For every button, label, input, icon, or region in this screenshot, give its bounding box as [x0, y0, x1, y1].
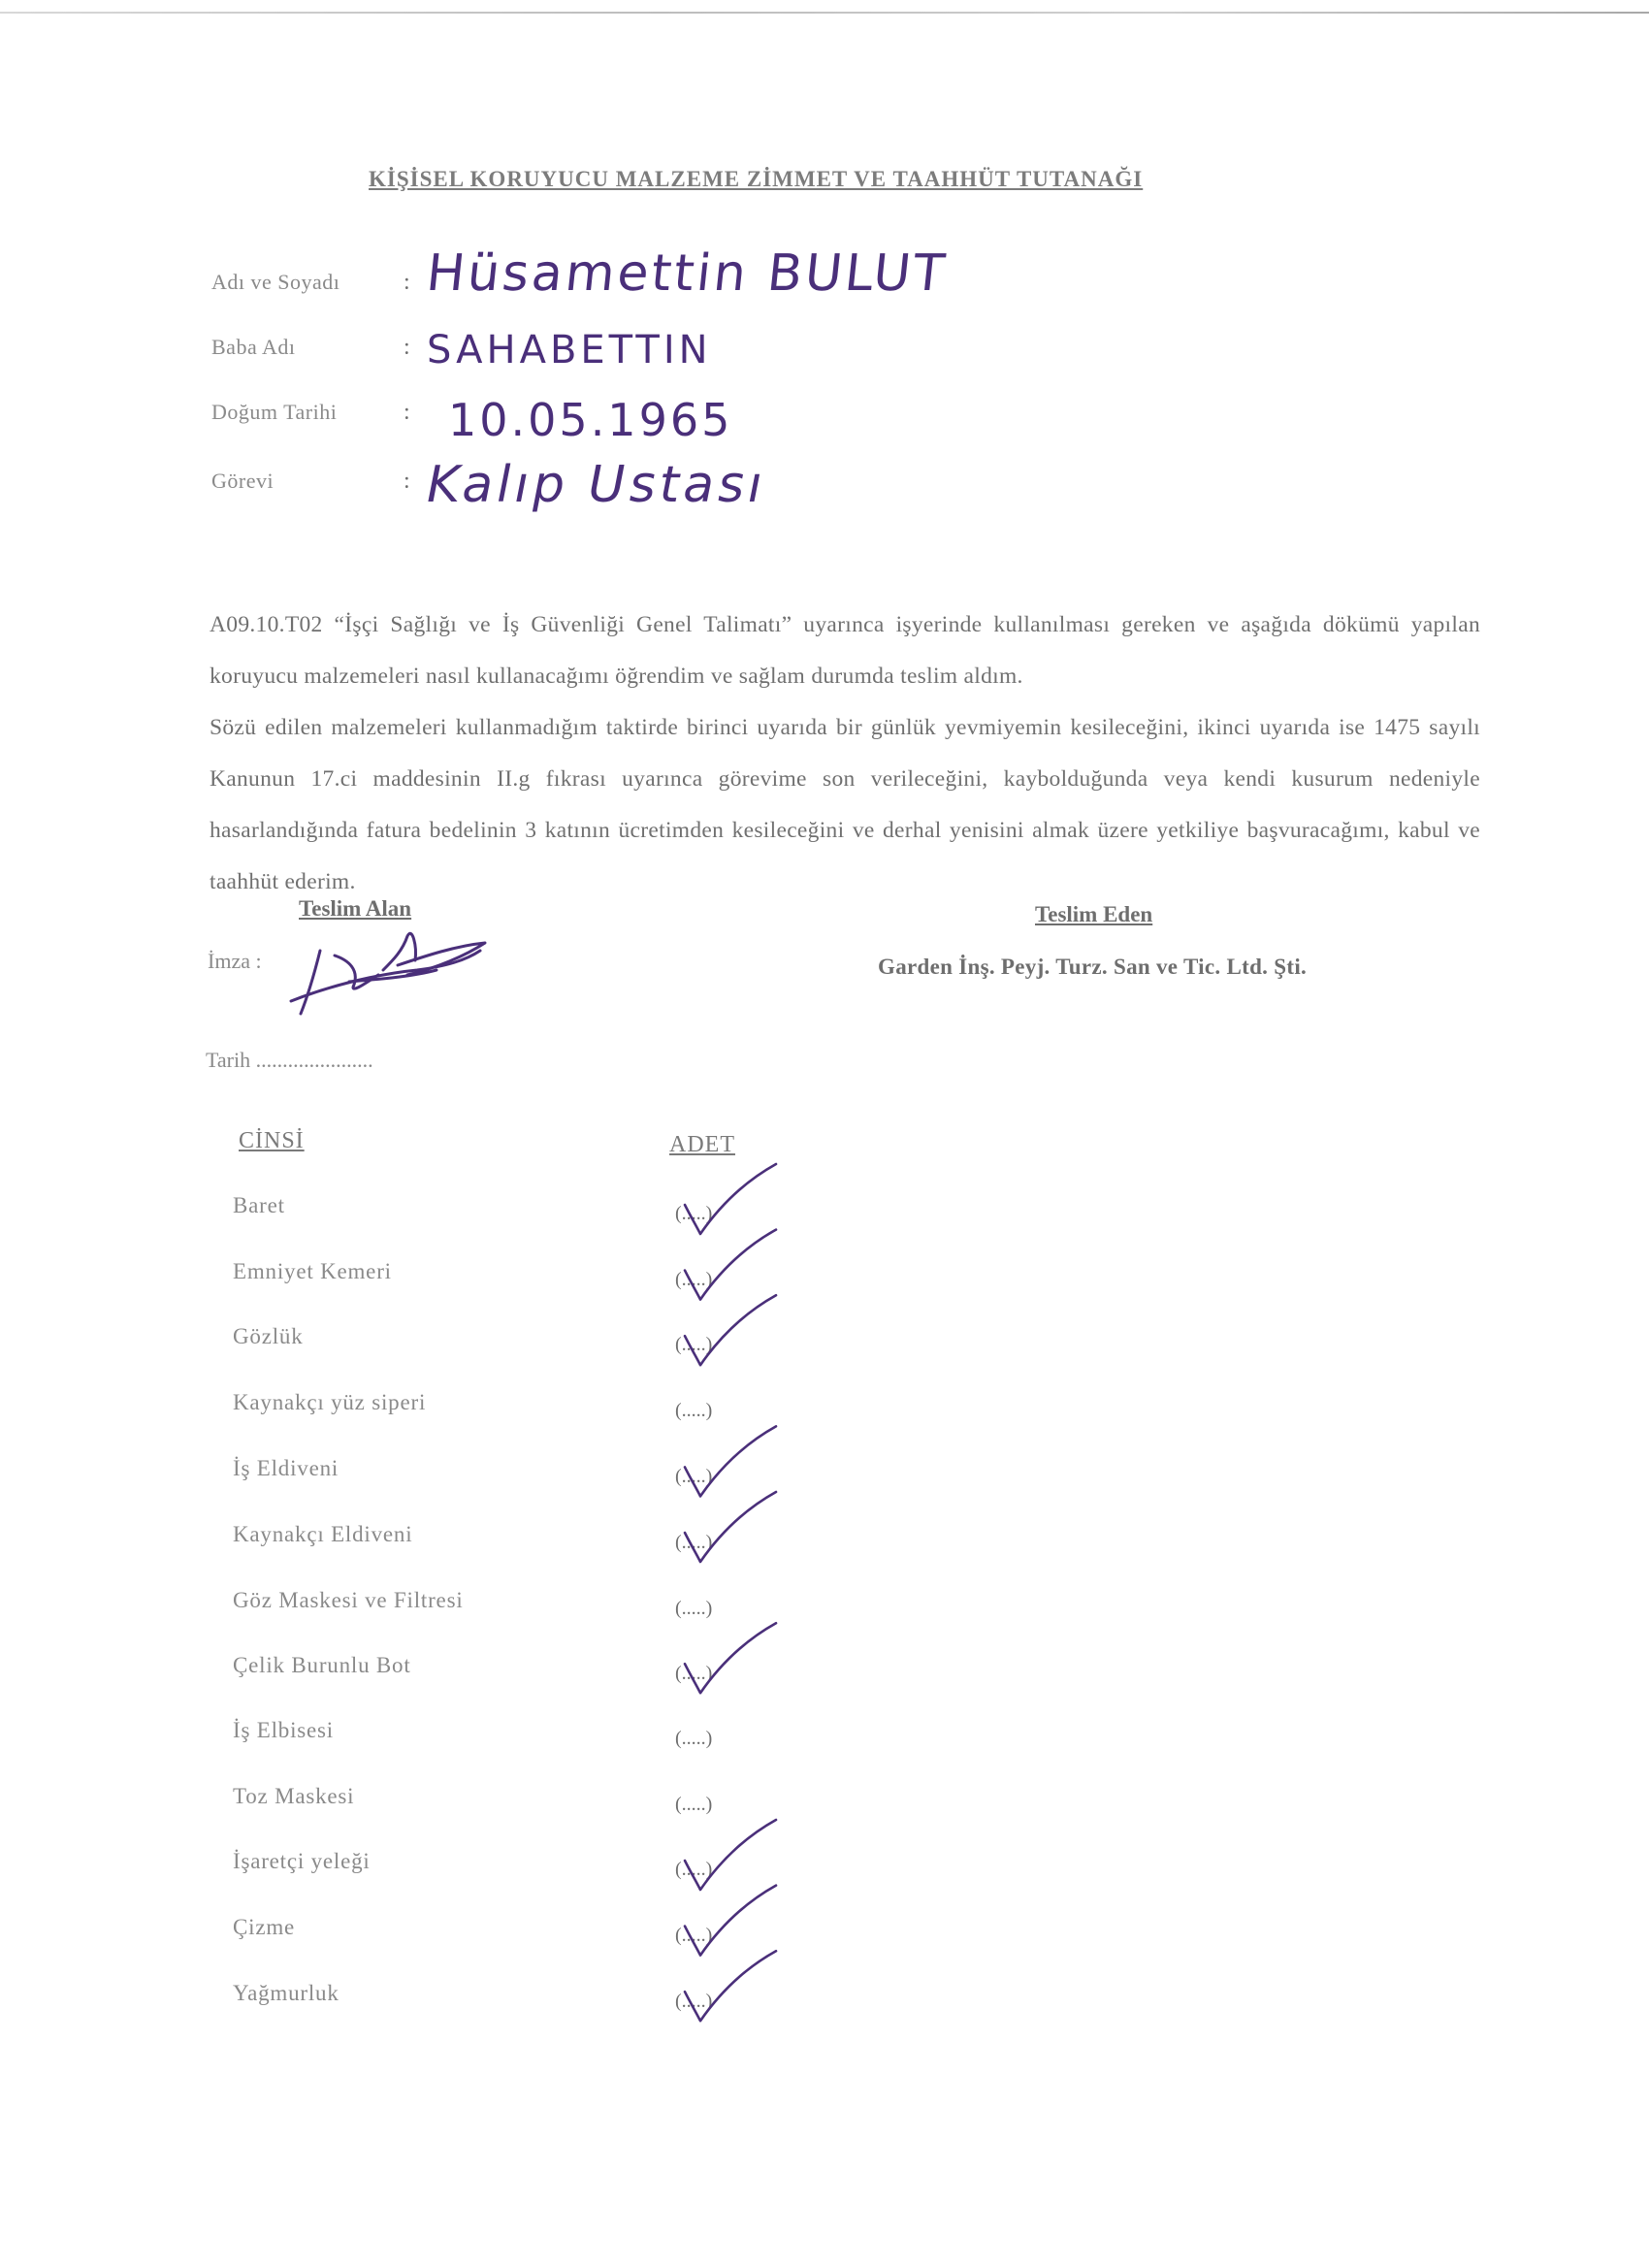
item-name: Gözlük [233, 1324, 304, 1348]
signature-label: İmza : [208, 949, 262, 973]
item-name: Emniyet Kemeri [233, 1259, 392, 1283]
commitment-paragraph-1: A09.10.T02 “İşçi Sağlığı ve İş Güvenliği Genel Talimatı” uyarınca işyerinde kullanılması gereken ve aşağıda dökümü yapılan koruyucu malzemeleri nasıl kullanacağımı öğrendim ve sağlam durumda teslim aldım. [210, 612, 1480, 689]
item-quantity: (.....) [675, 1466, 713, 1487]
date-label: Tarih ...................... [206, 1048, 373, 1072]
item-quantity: (.....) [675, 1728, 713, 1749]
field-label-position: Görevi [211, 469, 275, 493]
field-colon: : [404, 270, 410, 295]
field-colon: : [404, 469, 410, 494]
item-name: Kaynakçı yüz siperi [233, 1390, 427, 1414]
field-colon: : [404, 335, 410, 360]
field-colon: : [404, 400, 410, 425]
commitment-text [210, 599, 1480, 908]
item-name: Çizme [233, 1915, 296, 1939]
item-name: İş Elbisesi [233, 1718, 334, 1742]
item-name: Göz Maskesi ve Filtresi [233, 1588, 464, 1612]
company-name: Garden İnş. Peyj. Turz. San ve Tic. Ltd. Şti. [878, 955, 1308, 979]
item-quantity: (.....) [675, 1400, 713, 1421]
deliverer-heading: Teslim Eden [1035, 902, 1153, 926]
field-label-name: Adı ve Soyadı [211, 270, 340, 294]
scan-edge [0, 12, 1649, 14]
receiver-heading: Teslim Alan [299, 896, 412, 921]
item-name: Yağmurluk [233, 1981, 340, 2005]
item-name: Kaynakçı Eldiveni [233, 1522, 413, 1546]
item-quantity: (.....) [675, 1334, 713, 1355]
handwritten-birth-date: 10.05.1965 [448, 394, 733, 446]
field-label-birth-date: Doğum Tarihi [211, 400, 338, 424]
item-quantity: (.....) [675, 1859, 713, 1880]
handwritten-name: Hüsamettin BULUT [423, 244, 951, 303]
item-quantity: (.....) [675, 1991, 713, 2012]
commitment-paragraph-2: Sözü edilen malzemeleri kullanmadığım taktirde birinci uyarıda bir günlük yevmiyemin kesileceğini, ikinci uyarıda ise 1475 sayılı Kanunun 17.ci maddesinin II.g fıkrası uyarınca görevime son verileceğini, kaybolduğunda veya kendi kusurum nedeniyle hasarlandığında fatura bedelinin 3 katının ücretimden kesileceğini ve derhal yenisini almak üzere yetkiliye başvuracağımı, kabul ve taahhüt ederim. [210, 715, 1480, 894]
item-quantity: (.....) [675, 1532, 713, 1553]
item-name: Toz Maskesi [233, 1784, 355, 1808]
item-name: İşaretçi yeleği [233, 1849, 371, 1873]
item-quantity: (.....) [675, 1598, 713, 1619]
item-quantity: (.....) [675, 1925, 713, 1946]
column-header-type: CİNSİ [239, 1128, 305, 1153]
handwritten-position: Kalıp Ustası [427, 456, 766, 514]
item-name: Çelik Burunlu Bot [233, 1653, 411, 1677]
handwritten-father-name: SAHABETTIN [427, 328, 712, 373]
item-name: İş Eldiveni [233, 1456, 340, 1480]
item-quantity: (.....) [675, 1663, 713, 1684]
handwritten-signature [291, 933, 485, 1014]
item-quantity: (.....) [675, 1203, 713, 1224]
column-header-quantity: ADET [669, 1132, 735, 1157]
item-quantity: (.....) [675, 1269, 713, 1290]
document-title: KİŞİSEL KORUYUCU MALZEME ZİMMET VE TAAHHÜT TUTANAĞI [369, 167, 1144, 191]
item-quantity: (.....) [675, 1794, 713, 1815]
item-name: Baret [233, 1193, 285, 1217]
field-label-father-name: Baba Adı [211, 335, 296, 359]
